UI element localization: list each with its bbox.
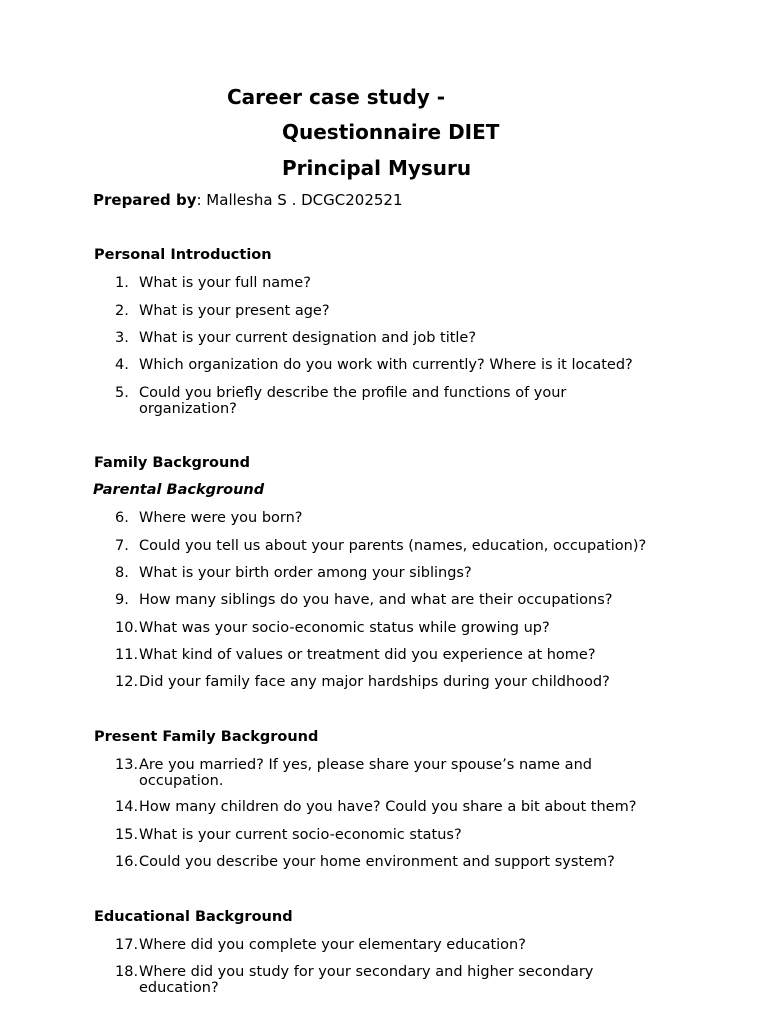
question-number: 14. xyxy=(115,799,139,815)
question-number: 7. xyxy=(115,538,129,554)
question-number: 2. xyxy=(115,303,129,319)
question-item xyxy=(115,674,675,690)
section-heading-personal: Personal Introduction xyxy=(94,247,272,263)
subheading-parental: Parental Background xyxy=(93,482,265,498)
question-item xyxy=(115,937,675,953)
question-text: What is your current socio-economic status? xyxy=(139,827,462,843)
question-text: What is your full name? xyxy=(139,275,311,291)
question-number: 13. xyxy=(115,757,139,773)
question-text: Could you tell us about your parents (names, education, occupation)? xyxy=(139,538,647,554)
question-number: 11. xyxy=(115,647,139,663)
question-number: 8. xyxy=(115,565,129,581)
question-text: Are you married? If yes, please share your spouse’s name and occupation. xyxy=(139,757,592,789)
question-item xyxy=(115,385,570,417)
question-item xyxy=(115,357,675,373)
question-number: 9. xyxy=(115,592,129,608)
question-number: 10. xyxy=(115,620,139,636)
question-number: 4. xyxy=(115,357,129,373)
question-item xyxy=(115,827,675,843)
question-text: Could you describe your home environment and support system? xyxy=(139,854,615,870)
question-item xyxy=(115,330,675,346)
section-heading-family: Family Background xyxy=(94,455,250,471)
question-number: 16. xyxy=(115,854,139,870)
question-number: 12. xyxy=(115,674,139,690)
question-number: 3. xyxy=(115,330,129,346)
prepared-by-value: : Mallesha S . DCGC202521 xyxy=(196,191,403,209)
title-line-2: Questionnaire DIET xyxy=(282,120,500,144)
question-number: 18. xyxy=(115,964,139,980)
question-item xyxy=(115,303,675,319)
title-line-3: Principal Mysuru xyxy=(282,156,472,180)
question-text: Did your family face any major hardships during your childhood? xyxy=(139,674,610,690)
section-heading-education: Educational Background xyxy=(94,909,293,925)
question-text: What is your current designation and job title? xyxy=(139,330,477,346)
question-text: What is your present age? xyxy=(139,303,330,319)
question-item xyxy=(115,854,675,870)
question-item xyxy=(115,964,615,996)
question-item xyxy=(115,538,675,554)
question-text: Where were you born? xyxy=(139,510,303,526)
question-text: What kind of values or treatment did you experience at home? xyxy=(139,647,596,663)
question-text: What was your socio-economic status while growing up? xyxy=(139,620,550,636)
question-number: 6. xyxy=(115,510,129,526)
question-text: How many children do you have? Could you share a bit about them? xyxy=(139,799,637,815)
question-item xyxy=(115,592,675,608)
question-item xyxy=(115,620,675,636)
question-number: 15. xyxy=(115,827,139,843)
question-item xyxy=(115,275,675,291)
question-text: Where did you study for your secondary and higher secondary education? xyxy=(139,964,594,996)
question-number: 5. xyxy=(115,385,129,401)
question-number: 1. xyxy=(115,275,129,291)
title-line-1: Career case study - xyxy=(227,85,446,109)
question-text: What is your birth order among your siblings? xyxy=(139,565,472,581)
question-text: How many siblings do you have, and what are their occupations? xyxy=(139,592,613,608)
question-item xyxy=(115,510,675,526)
question-text: Where did you complete your elementary education? xyxy=(139,937,526,953)
question-text: Which organization do you work with currently? Where is it located? xyxy=(139,357,633,373)
prepared-by xyxy=(93,191,403,209)
question-number: 17. xyxy=(115,937,139,953)
question-item xyxy=(115,799,675,815)
question-text: Could you briefly describe the profile and functions of your organization? xyxy=(139,385,567,417)
question-item xyxy=(115,565,675,581)
prepared-by-label: Prepared by xyxy=(93,191,197,209)
question-item xyxy=(115,757,610,789)
question-item xyxy=(115,647,675,663)
section-heading-present-family: Present Family Background xyxy=(94,729,319,745)
